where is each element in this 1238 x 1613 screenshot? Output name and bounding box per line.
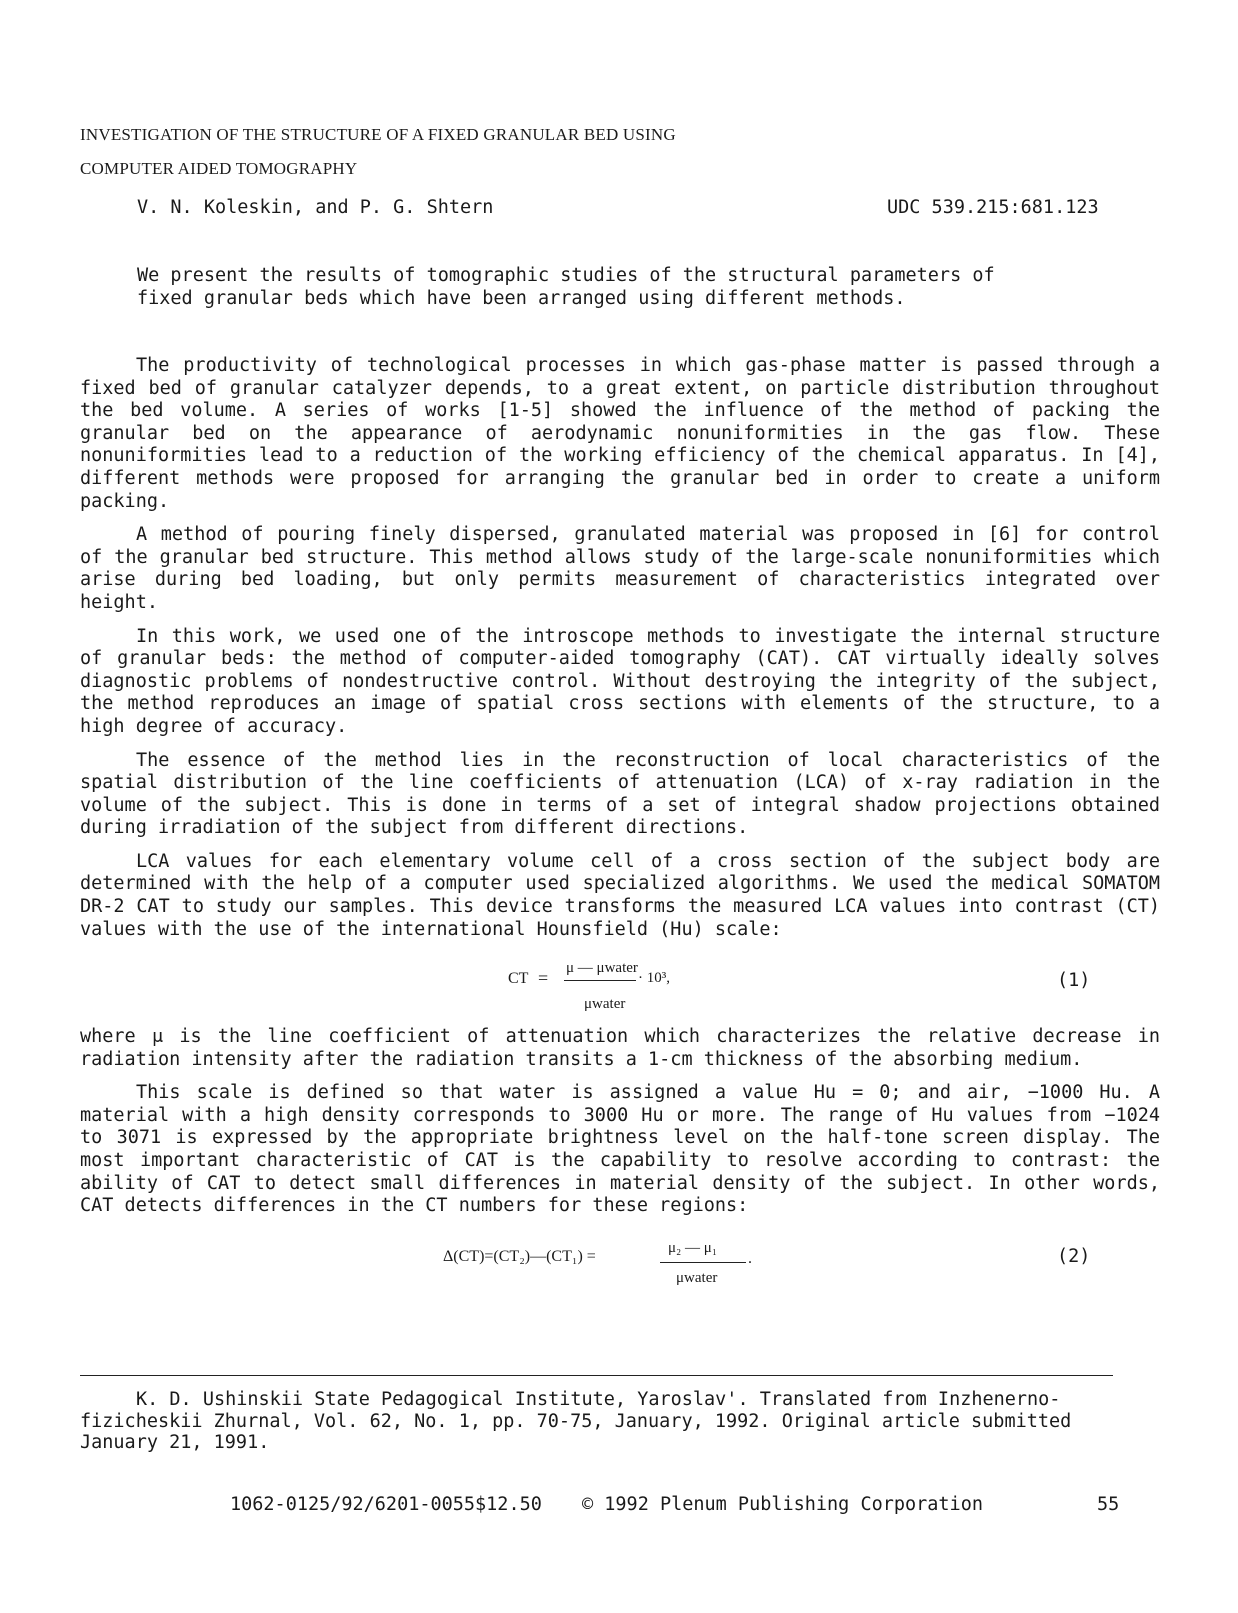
footnote-divider bbox=[80, 1375, 1113, 1376]
abstract-text: We present the results of tomographic studies of the structural parameters of fixed granular beds which have been arranged using different methods. bbox=[137, 265, 995, 309]
body-text-top bbox=[80, 355, 1160, 952]
paragraph: A method of pouring finely dispersed, granulated material was proposed in [6] for control of the granular bed structure. This method allows study of the large-scale nonuniformities which arise during bed loading, but only permits measurement of characteristics integrated over height. bbox=[80, 524, 1160, 613]
eq1-lhs: CT bbox=[508, 970, 529, 987]
footer-code: 1062-0125/92/6201-0055$12.50 bbox=[230, 1494, 542, 1515]
paragraph: LCA values for each elementary volume cell of a cross section of the subject body are determined with the help of a computer used specialized algorithms. We used the medical SOMATOM DR-2 CAT to study our samples. This device transforms the measured LCA values into contrast (CT) values with the use of the international Hounsfield (Hu) scale: bbox=[80, 850, 1160, 940]
eq1-denominator: μwater bbox=[584, 996, 626, 1012]
paragraph: The productivity of technological processes in which gas-phase matter is passed through a fixed bed of granular catalyzer depends, to a great extent, on particle distribution throughout the bed volume. A series of works [1-5] showed the influence of the method of packing the granular bed on the appearance of aerodynamic nonuniformities in the gas flow. These nonuniformities lead to a reduction of the working efficiency of the chemical apparatus. In [4], different methods were proposed for arranging the granular bed in order to create a uniform packing. bbox=[80, 355, 1160, 512]
eq2-number: (2) bbox=[1057, 1246, 1091, 1267]
article-title bbox=[80, 118, 980, 186]
eq2-fraction-bar bbox=[660, 1262, 746, 1263]
paragraph: where μ is the line coefficient of attenuation which characterizes the relative decrease in radiation intensity after the radiation transits a 1-cm thickness of the absorbing medium. bbox=[80, 1026, 1160, 1070]
paragraph: The essence of the method lies in the reconstruction of local characteristics of the spatial distribution of the line coefficients of attenuation (LCA) of x-ray radiation in the volume of the subject. This is done in terms of a set of integral shadow projections obtained during irradiation of the subject from different directions. bbox=[80, 749, 1160, 839]
footnote bbox=[80, 1389, 1160, 1454]
footnote-text: K. D. Ushinskii State Pedagogical Institute, Yaroslav'. Translated from Inzhenerno-fizicheskii Zhurnal, Vol. 62, No. 1, pp. 70-75, January, 1992. Original article submitted January 21, 1991. bbox=[80, 1389, 1072, 1453]
footer-copyright: © 1992 Plenum Publishing Corporation bbox=[582, 1494, 983, 1515]
body-text-mid bbox=[80, 1026, 1160, 1229]
eq1-number: (1) bbox=[1057, 970, 1091, 991]
eq1-factor: · 10³, bbox=[638, 970, 670, 986]
authors: V. N. Koleskin, and P. G. Shtern bbox=[137, 197, 494, 218]
eq2-trail: . bbox=[748, 1250, 752, 1267]
eq2-denominator: μwater bbox=[676, 1270, 718, 1286]
paragraph: This scale is defined so that water is assigned a value Hu = 0; and air, −1000 Hu. A material with a high density corresponds to 3000 Hu or more. The range of Hu values from −1024 to 3071 is expressed by the appropriate brightness level on the half-tone screen display. The most important characteristic of CAT is the capability to resolve according to contrast: the ability of CAT to detect small differences in material density of the subject. In other words, CAT detects differences in the CT numbers for these regions: bbox=[80, 1082, 1160, 1217]
abstract bbox=[137, 265, 1017, 310]
eq1-equals: = bbox=[538, 968, 549, 988]
paragraph: In this work, we used one of the introscope methods to investigate the internal structure of granular beds: the method of computer-aided tomography (CAT). CAT virtually ideally solves diagnostic problems of nondestructive control. Without destroying the integrity of the subject, the method reproduces an image of spatial cross sections with elements of the structure, to a high degree of accuracy. bbox=[80, 625, 1160, 737]
title-line: INVESTIGATION OF THE STRUCTURE OF A FIXED GRANULAR BED USING bbox=[80, 125, 676, 144]
eq2-lhs: Δ(CT)=(CT₂)—(CT₁) = bbox=[443, 1248, 596, 1265]
page-number: 55 bbox=[1097, 1494, 1120, 1515]
udc-code: UDC 539.215:681.123 bbox=[887, 197, 1099, 218]
title-line: COMPUTER AIDED TOMOGRAPHY bbox=[80, 159, 358, 178]
eq1-numerator: μ — μwater bbox=[566, 960, 638, 976]
eq2-numerator: μ₂ — μ₁ bbox=[668, 1240, 718, 1256]
eq1-fraction-bar bbox=[564, 980, 636, 981]
